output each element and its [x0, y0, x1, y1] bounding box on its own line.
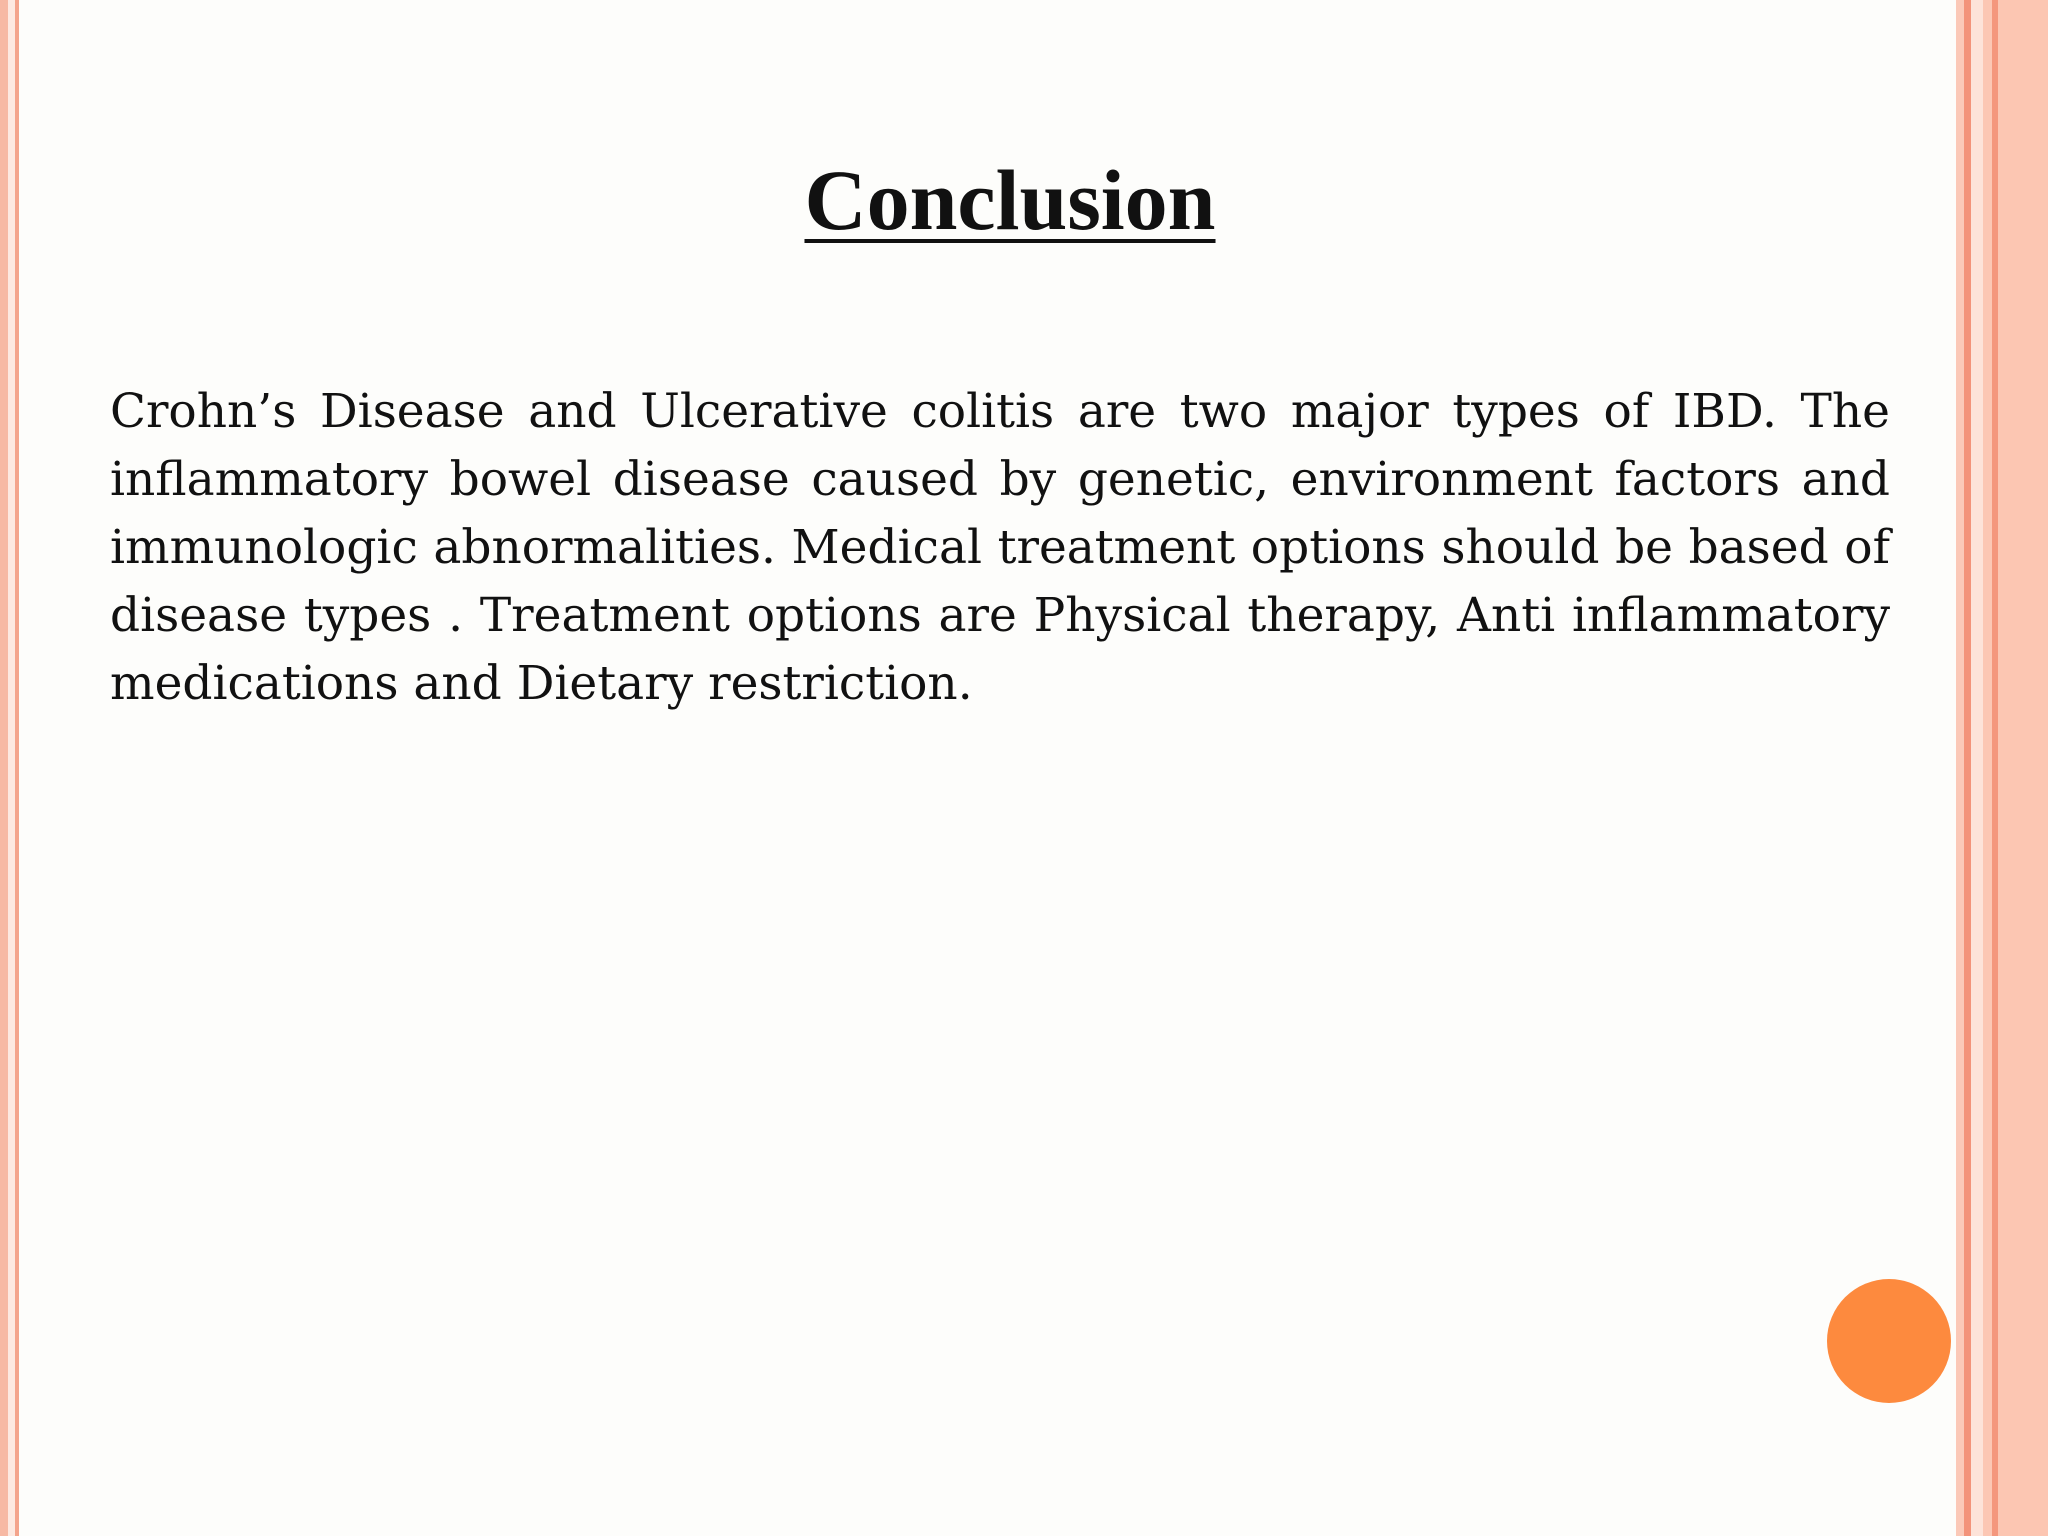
decorative-circle [1827, 1279, 1951, 1403]
slide-title: Conclusion [804, 152, 1216, 248]
slide-body-text: Crohn’s Disease and Ulcerative colitis are two major types of IBD. The inflammatory bowel disease caused by genetic, environment factors and immunologic abnormalities. Medical treatment options should be based of disease types . Treatment options are Physical therapy, Anti inflammatory medications and Dietary restriction. [110, 384, 1890, 711]
